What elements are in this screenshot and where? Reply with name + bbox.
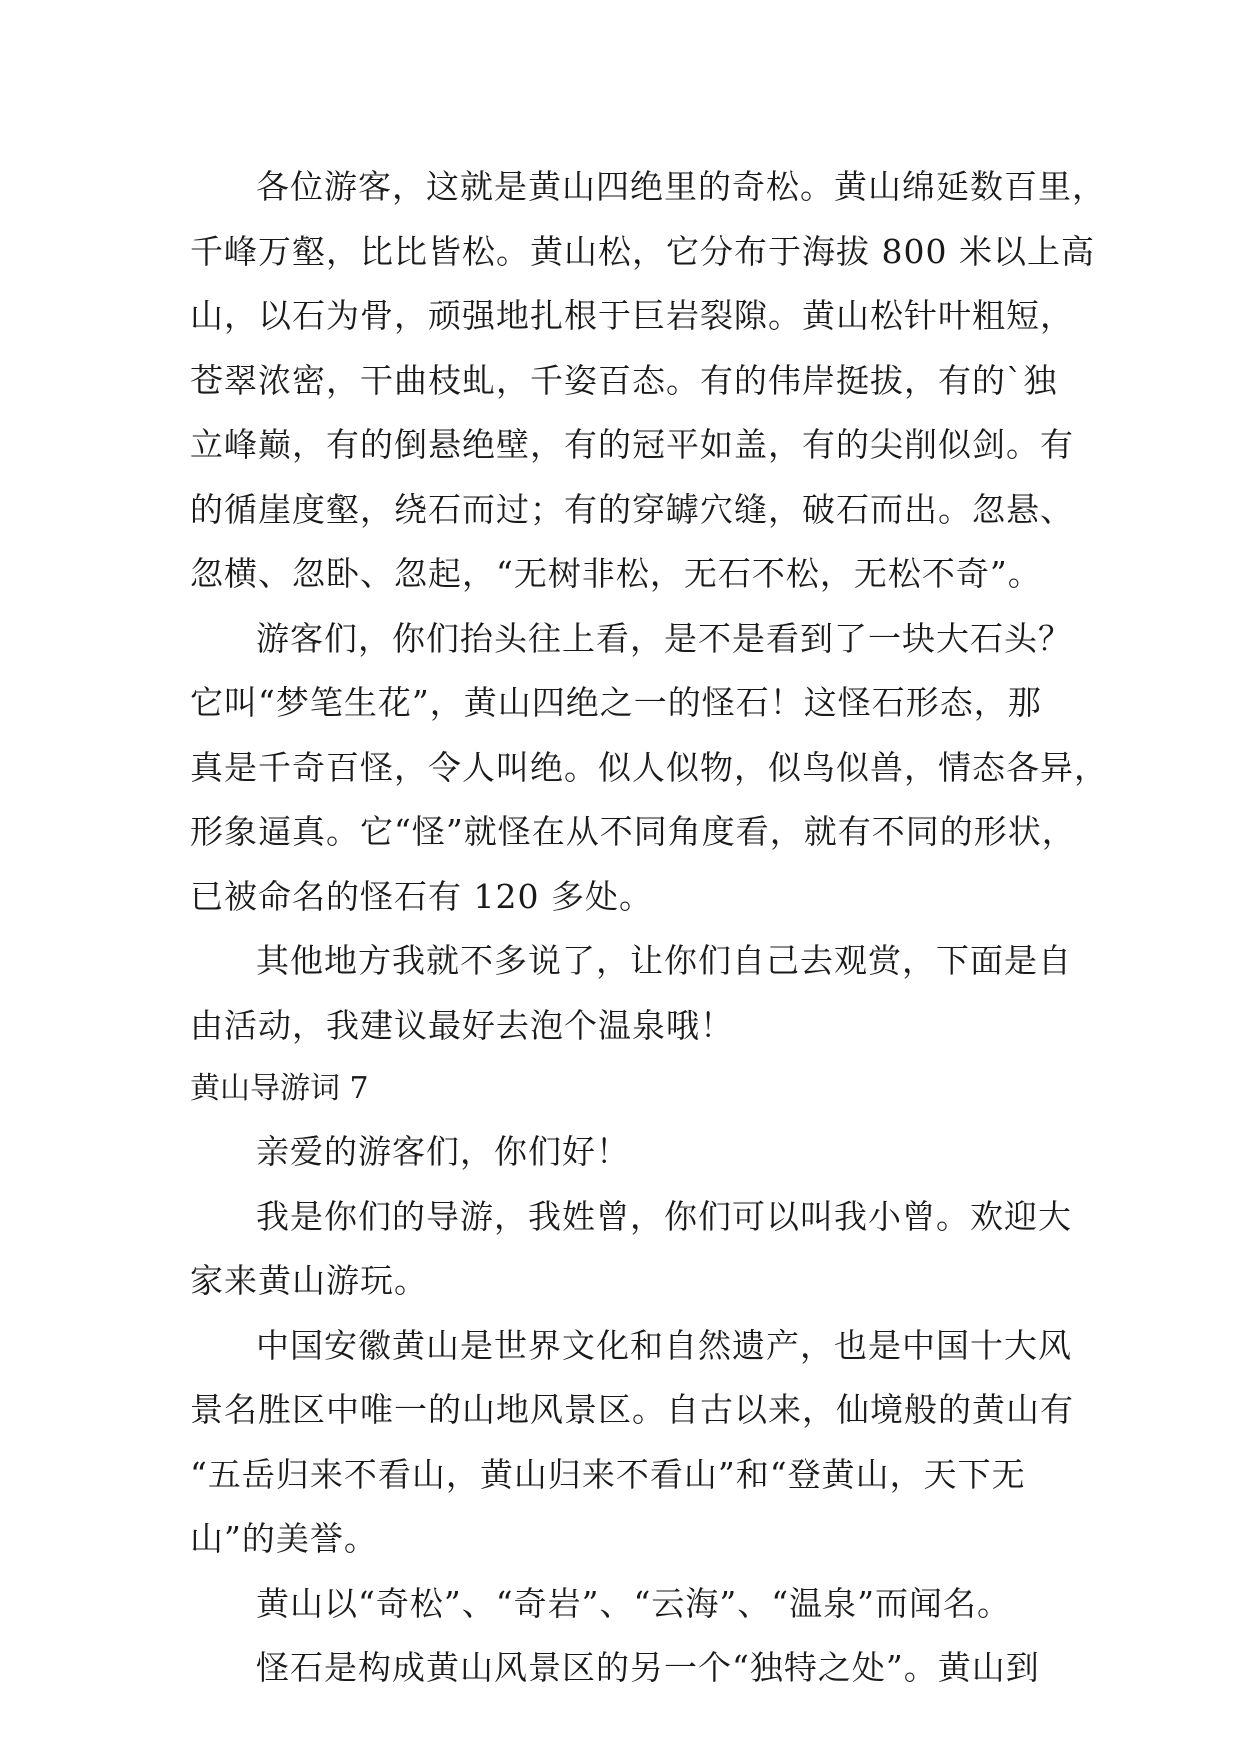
paragraph-line: 中国安徽黄山是世界文化和自然遗产，也是中国十大风 [256,1325,1072,1365]
paragraph-line: 的循崖度壑，绕石而过；有的穿罅穴缝，破石而出。忽悬、 [190,489,1074,529]
paragraph-line: 立峰巅，有的倒悬绝壁，有的冠平如盖，有的尖削似剑。有 [190,425,1074,464]
paragraph-line: 我是你们的导游，我姓曾，你们可以叫我小曾。欢迎大 [256,1196,1072,1236]
paragraph-line: 景名胜区中唯一的山地风景区。自古以来，仙境般的黄山有 [190,1390,1074,1429]
paragraph-line: 忽横、忽卧、忽起，“无树非松，无石不松，无松不奇”。 [190,554,1042,593]
paragraph-line: 黄山以“奇松”、“奇岩”、“云海”、“温泉”而闻名。 [256,1583,1011,1623]
paragraph-line: 其他地方我就不多说了，让你们自己去观赏，下面是自 [256,941,1072,980]
paragraph-line: 山”的美誉。 [190,1519,378,1558]
paragraph-line: 由活动，我建议最好去泡个温泉哦！ [190,1005,734,1045]
paragraph-line: 山，以石为骨，顽强地扎根于巨岩裂隙。黄山松针叶粗短， [190,296,1074,335]
paragraph-line: 家来黄山游玩。 [190,1261,428,1300]
paragraph-line: 真是千奇百怪，令人叫绝。似人似物，似鸟似兽，情态各异， [190,747,1108,787]
paragraph-line: 各位游客，这就是黄山四绝里的奇松。黄山绵延数百里， [256,167,1106,206]
paragraph-line: 苍翠浓密，干曲枝虬，千姿百态。有的伟岸挺拔，有的`独 [190,360,1058,400]
paragraph-line: 游客们，你们抬头往上看，是不是看到了一块大石头？ [256,618,1072,658]
section-heading: 黄山导游词 7 [190,1071,369,1106]
paragraph-line: 它叫“梦笔生花”，黄山四绝之一的怪石！这怪石形态，那 [190,683,1042,722]
paragraph-line: 怪石是构成黄山风景区的另一个“独特之处”。黄山到 [256,1648,1040,1687]
paragraph-line: 千峰万壑，比比皆松。黄山松，它分布于海拔 800 米以上高 [190,231,1095,271]
document-page [190,155,1108,1701]
paragraph-line: 形象逼真。它“怪”就怪在从不同角度看，就有不同的形状， [190,812,1076,851]
paragraph-line: “五岳归来不看山，黄山归来不看山”和“登黄山，天下无 [190,1454,1026,1494]
paragraph-line: 已被命名的怪石有 120 多处。 [190,876,653,916]
paragraph-line: 亲爱的游客们，你们好！ [256,1132,630,1171]
